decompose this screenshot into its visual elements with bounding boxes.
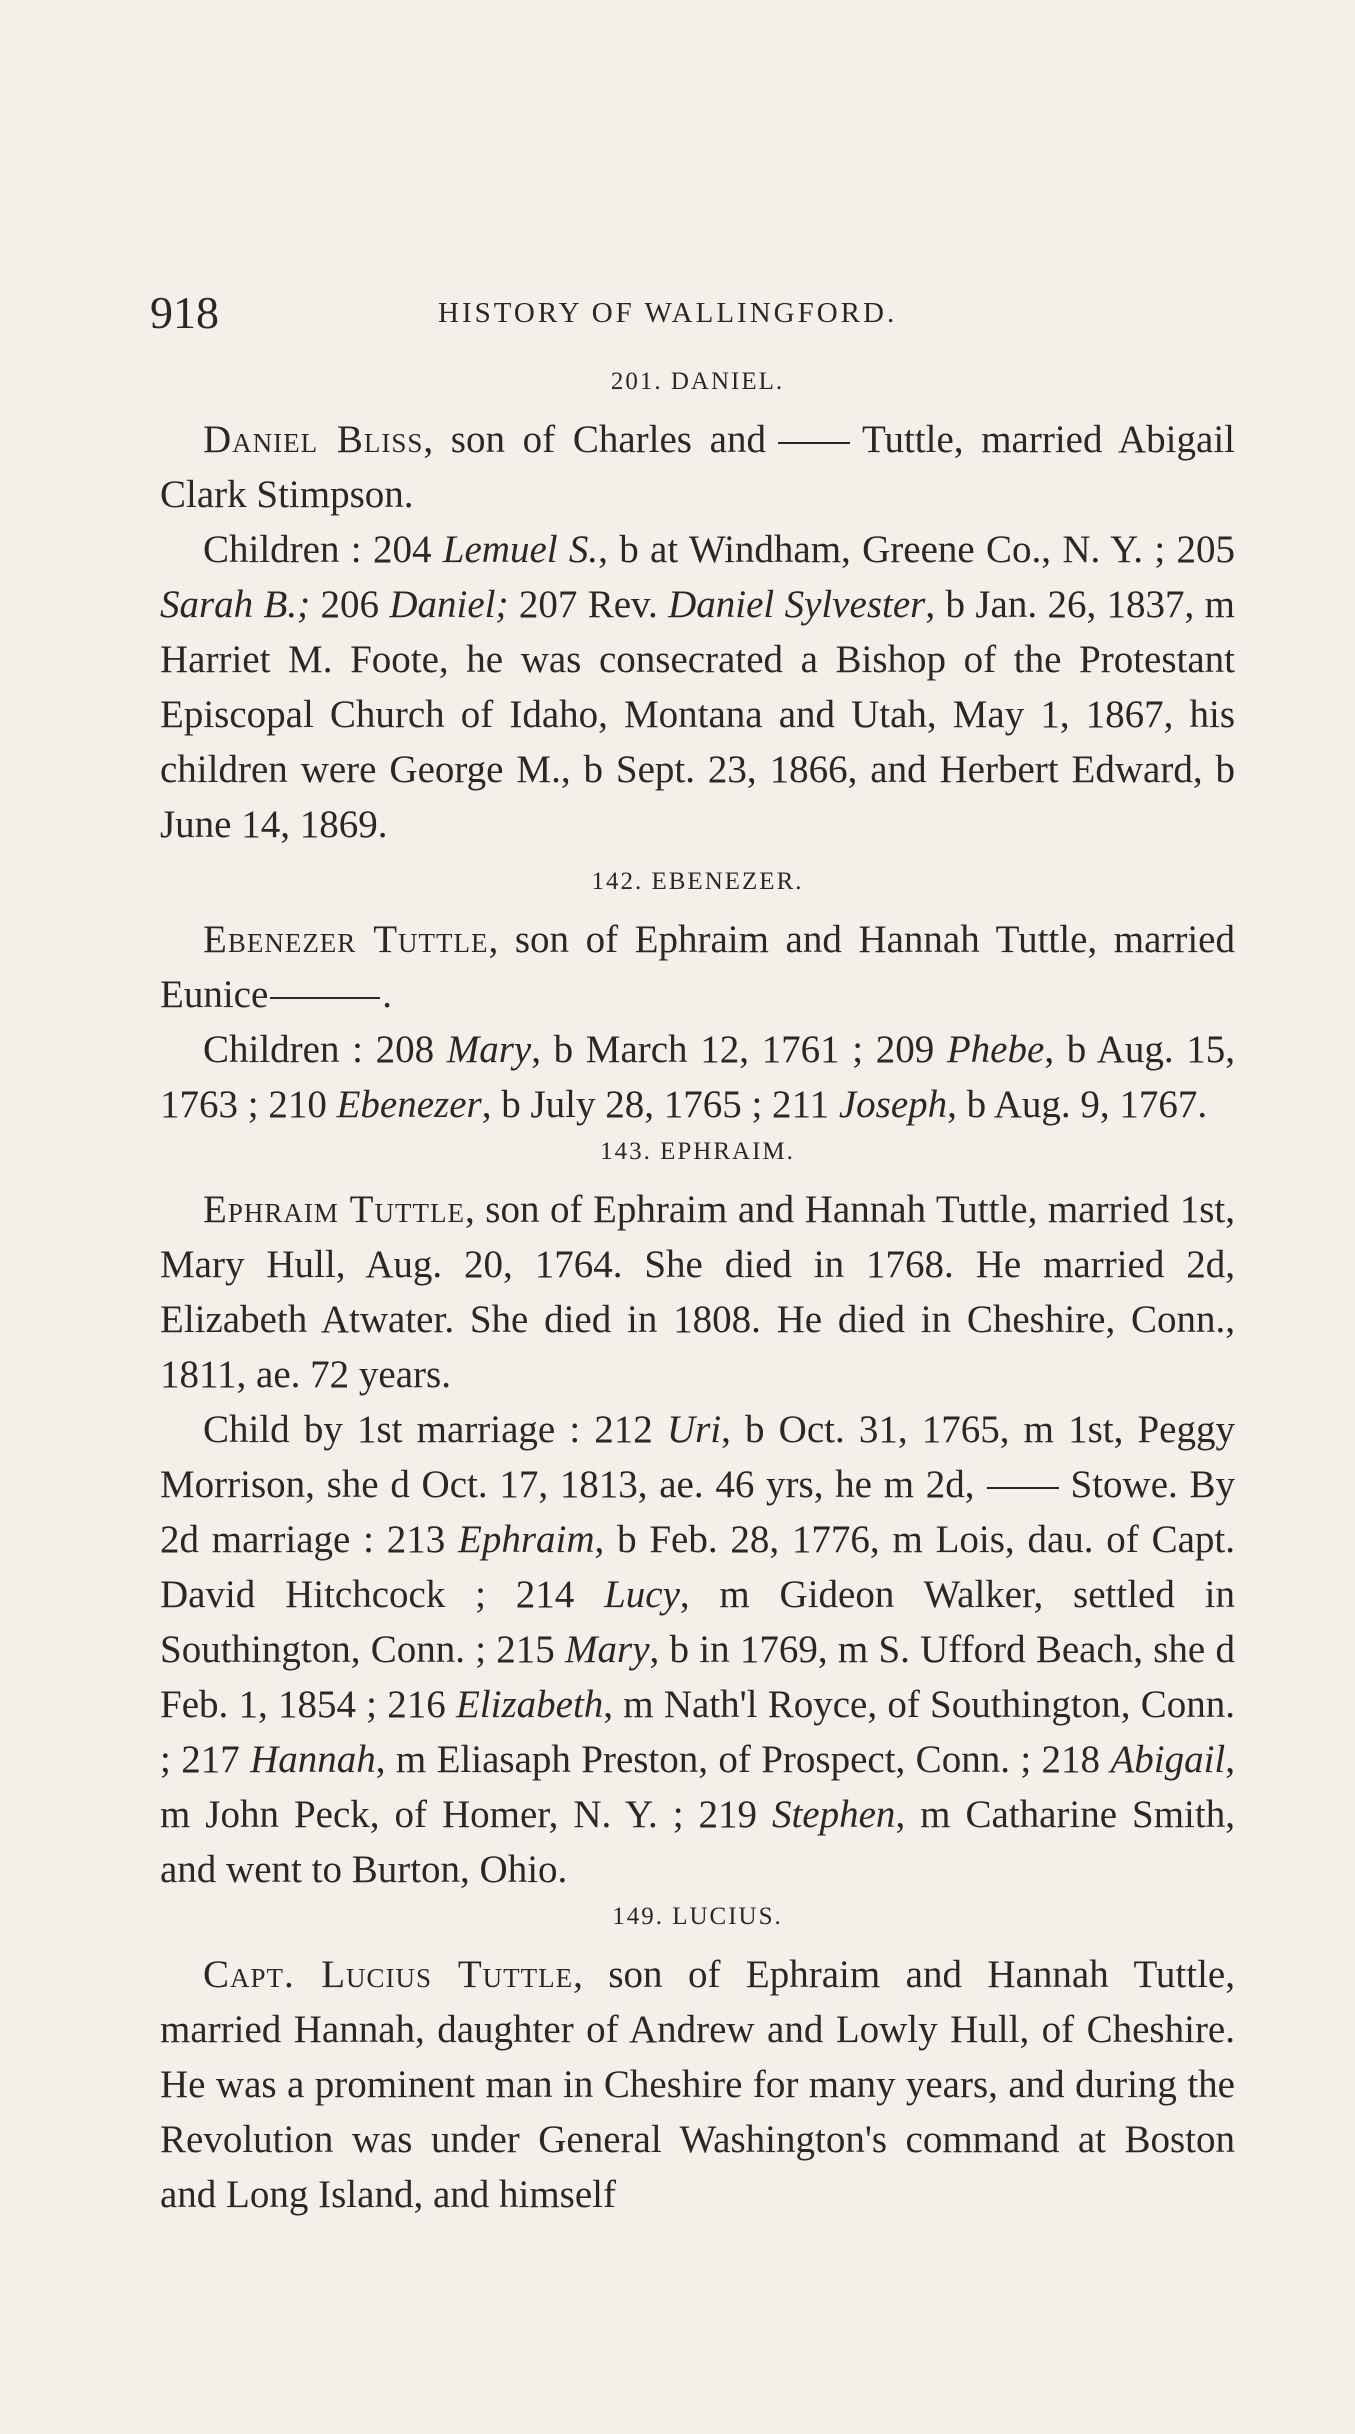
text: , m Gideon Walker, settled in Southington, Conn. ; 215 [160,1573,1235,1671]
person-name: Ebenezer Tuttle [203,918,489,961]
child-name: Elizabeth [455,1683,604,1726]
paragraph [160,412,1235,522]
paragraph [160,1182,1235,1402]
child-name: Joseph [838,1083,948,1126]
text: Tuttle, married Abigail Clark Stimpson. [160,418,1235,516]
page-header [150,288,1230,338]
text: , son of Ephraim and Hannah Tuttle, married Hannah, daughter of Andrew and Lowly Hull, of Cheshire. He was a prominent man in Cheshire for many years, and during the Revolution was under General Washington's command at Boston and Long Island, and himself [160,1953,1235,2216]
running-head: HISTORY OF WALLINGFORD. [438,297,898,329]
text: , m Catharine Smith, and went to Burton, Ohio. [160,1793,1235,1891]
text: , m John Peck, of Homer, N. Y. ; 219 [160,1738,1235,1836]
text: , b Oct. 31, 1765, m 1st, Peggy Morrison, she d Oct. 17, 1813, ae. 46 yrs, he m 2d, [160,1408,1235,1506]
page-number: 918 [150,287,219,338]
text: Child by 1st marriage : 212 [203,1408,667,1451]
text: , m Eliasaph Preston, of Prospect, Conn. ; 218 [375,1738,1111,1781]
child-name: Lucy [604,1573,680,1616]
text: , b Aug. 15, 1763 ; 210 [160,1028,1236,1126]
paragraph [160,522,1235,852]
text: , m Nath'l Royce, of Southington, Conn. ; 217 [160,1683,1235,1781]
child-name: Ebenezer [336,1083,482,1126]
child-name: Lemuel S. [442,528,599,571]
section-ephraim [160,1132,1235,1897]
child-name: Ephraim [458,1518,595,1561]
child-name: Uri [666,1408,722,1451]
paragraph [160,1402,1235,1897]
text: , son of Ephraim and Hannah Tuttle, married 1st, Mary Hull, Aug. 20, 1764. She died in 1768. He married 2d, Elizabeth Atwater. She died in 1808. He died in Cheshire, Conn., 1811, ae. 72 years. [160,1188,1235,1396]
child-name: Daniel; [389,583,509,626]
section-title: 142. EBENEZER. [591,868,804,895]
blank-dash [270,997,380,999]
text: , b Jan. 26, 1837, m Harriet M. Foote, he was consecrated a Bishop of the Protestant Episcopal Church of Idaho, Montana and Utah, May 1, 1867, his children were George M., b Sept. 23, 1866, and Herbert Edward, b June 14, 1869. [160,583,1235,846]
section-title: 143. EPHRAIM. [600,1138,795,1165]
person-name: Capt. Lucius Tuttle [203,1953,574,1996]
child-name: Mary [446,1028,532,1071]
text: . [382,973,393,1016]
text: Stowe. By 2d marriage : 213 [160,1463,1235,1561]
text: , b July 28, 1765 ; 211 [481,1083,839,1126]
section-ebenezer [160,862,1235,1132]
text: 207 Rev. [508,583,669,626]
child-name: Sarah B.; [160,583,311,626]
text: , son of Ephraim and Hannah Tuttle, married Eunice [160,918,1235,1016]
text: , b in 1769, m S. Ufford Beach, she d Feb. 1, 1854 ; 216 [160,1628,1235,1726]
text: 206 [310,583,390,626]
child-name: Hannah [250,1738,376,1781]
text: , b Feb. 28, 1776, m Lois, dau. of Capt. David Hitchcock ; 214 [160,1518,1235,1616]
child-name: Phebe [946,1028,1045,1071]
child-name: Abigail [1110,1738,1226,1781]
section-title: 149. LUCIUS. [612,1903,783,1930]
child-name: Daniel Sylvester [668,583,926,626]
section-daniel [160,362,1235,852]
text: , b Aug. 9, 1767. [947,1083,1208,1126]
child-name: Mary [565,1628,650,1671]
text: Children : 204 [203,528,443,571]
blank-dash [987,1487,1059,1489]
child-name: Stephen [771,1793,896,1836]
text: Children : 208 [203,1028,447,1071]
paragraph [160,1947,1235,2222]
section-title: 201. DANIEL. [610,368,785,395]
person-name: Ephraim Tuttle [203,1188,465,1231]
section-lucius [160,1897,1235,2222]
paragraph [160,912,1235,1022]
text: , b at Windham, Greene Co., N. Y. ; 205 [598,528,1235,571]
paragraph [160,1022,1235,1132]
page-body [160,362,1235,2222]
text: , b March 12, 1761 ; 209 [531,1028,947,1071]
person-name: Daniel Bliss [203,418,424,461]
blank-dash [778,442,850,444]
text: , son of Charles and [423,418,766,461]
